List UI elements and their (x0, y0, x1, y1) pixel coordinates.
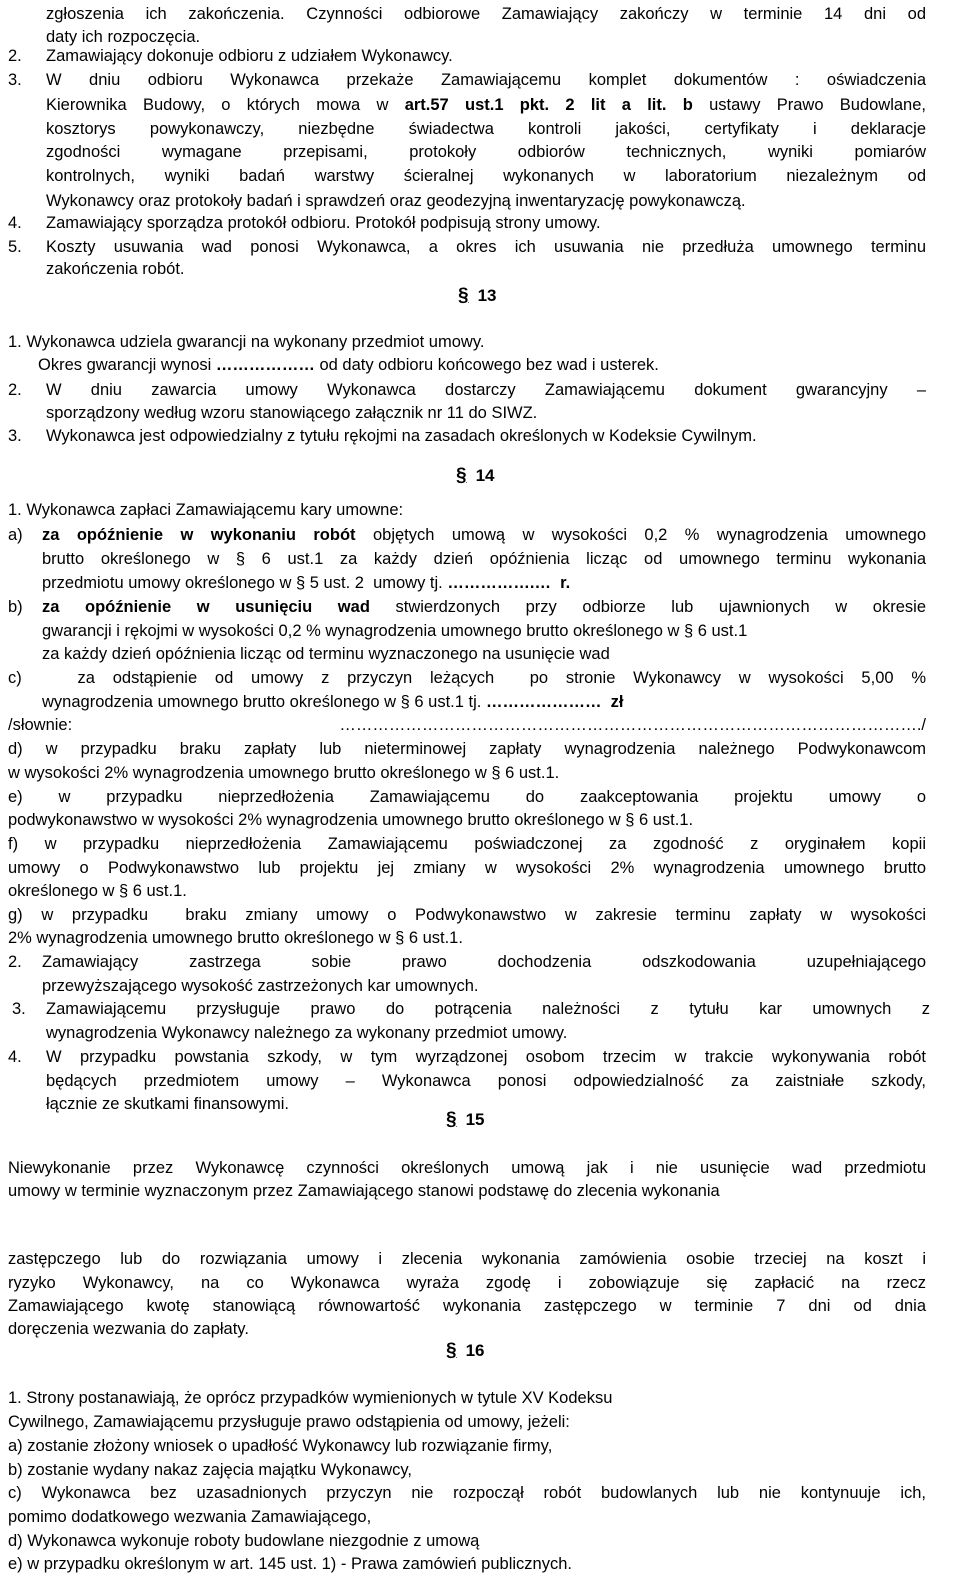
list-marker: 5. (8, 238, 22, 256)
text-run: umowy o Podwykonawstwo lub projektu jej zmiany w wysokości 2% wynagrodzenia umownego brutto (8, 859, 926, 877)
line-text (46, 425, 757, 447)
text-line (0, 1046, 960, 1068)
text-line (0, 998, 960, 1020)
line-text (46, 1070, 926, 1092)
section-symbol: § (446, 1340, 457, 1361)
text-run: łącznie ze skutkami finansowymi. (46, 1095, 290, 1113)
line-text (8, 1180, 720, 1202)
text-line (0, 1387, 960, 1409)
text-run: Zamawiający dokonuje odbioru z udziałem Wykonawcy. (46, 47, 453, 65)
text-line (0, 620, 960, 642)
text-run: daty ich rozpoczęcia. (46, 28, 201, 46)
text-line (0, 331, 960, 353)
text-run: Zamawiającemu przysługuje prawo do potrącenia należności z tytułu kar umownych z (46, 1000, 930, 1018)
list-marker: a) (8, 526, 23, 544)
line-text (8, 1295, 926, 1317)
text-line (0, 1459, 960, 1481)
text-run: zgłoszenia ich zakończenia. Czynności odbiorowe Zamawiający zakończy w terminie 14 dni od (46, 5, 926, 23)
line-text (42, 667, 926, 689)
text-run: a) zostanie złożony wniosek o upadłość Wykonawcy lub rozwiązanie firmy, (8, 1437, 553, 1455)
line-text (42, 691, 623, 713)
text-run: kontrolnych, wyniki badań warstwy ścieralnej wykonanych w laboratorium niezależnym od (46, 167, 926, 185)
list-marker: 2. (8, 47, 22, 65)
line-text (46, 379, 926, 401)
text-line (0, 857, 960, 879)
line-text (42, 951, 926, 973)
text-line (0, 691, 960, 713)
text-run: b) zostanie wydany nakaz zajęcia majątku Wykonawcy, (8, 1461, 412, 1479)
line-text (8, 880, 187, 902)
text-line (0, 190, 960, 212)
line-text (42, 548, 926, 570)
text-line (0, 548, 960, 570)
bold-text: ………………… zł (485, 693, 624, 711)
line-text (8, 857, 926, 879)
text-line (0, 3, 960, 25)
section-number: 16 (465, 1341, 485, 1360)
text-run: określonego w § 6 ust.1. (8, 882, 187, 900)
line-text (8, 714, 926, 736)
text-line (0, 402, 960, 424)
line-text (8, 904, 926, 926)
text-line (0, 762, 960, 784)
line-text (42, 620, 747, 642)
list-marker: 3. (12, 1000, 26, 1018)
list-marker: 4. (8, 214, 22, 232)
text-line (0, 1070, 960, 1092)
text-run: za każdy dzień opóźnienia licząc od terminu wyznaczonego na usunięcie wad (42, 645, 610, 663)
line-text (46, 3, 926, 25)
line-text (8, 927, 463, 949)
text-line (0, 141, 960, 163)
list-marker: 3. (8, 71, 22, 89)
line-text (46, 1022, 567, 1044)
text-run: umowy w terminie wyznaczonym przez Zamawiającego stanowi podstawę do zlecenia wykonania (8, 1182, 720, 1200)
bold-text: za opóźnienie w wykonaniu robót (42, 526, 356, 544)
text-run: 2% wynagrodzenia umownego brutto określonego w § 6 ust.1. (8, 929, 463, 947)
text-line (0, 1506, 960, 1528)
section-number: 13 (477, 286, 497, 305)
section-heading (458, 284, 497, 308)
text-line (0, 69, 960, 91)
line-text (8, 499, 403, 521)
text-line (0, 425, 960, 447)
section-number: 14 (475, 466, 495, 485)
text-run: zakończenia robót. (46, 260, 185, 278)
text-line (0, 833, 960, 855)
text-run: zastępczego lub do rozwiązania umowy i zlecenia wykonania zamówienia osobie trzeciej na koszt i (8, 1250, 926, 1268)
section-heading (456, 464, 495, 488)
text-line (0, 1530, 960, 1552)
text-line (0, 1411, 960, 1433)
line-text (46, 1093, 289, 1115)
text-line (0, 596, 960, 618)
section-symbol: § (456, 465, 467, 486)
text-run: ustawy Prawo Budowlane, (692, 96, 926, 114)
line-text (46, 190, 746, 212)
text-run: gwarancji i rękojmi w wysokości 0,2 % wynagrodzenia umownego brutto określonego w § 6 ust.1 (42, 622, 748, 640)
list-marker: 2. (8, 953, 22, 971)
text-run: pomimo dodatkowego wezwania Zamawiającego, (8, 1508, 372, 1526)
text-line (0, 258, 960, 280)
section-symbol: § (458, 285, 469, 306)
line-text (46, 118, 926, 140)
line-text (8, 1411, 570, 1433)
line-text (8, 738, 926, 760)
text-run: Cywilnego, Zamawiającemu przysługuje prawo odstąpienia od umowy, jeżeli: (8, 1413, 570, 1431)
line-text (46, 402, 537, 424)
text-run: wynagrodzenia umownego brutto określonego w § 6 ust.1 tj. (42, 693, 486, 711)
line-text (46, 1046, 926, 1068)
text-line (0, 1157, 960, 1179)
line-text (46, 94, 926, 116)
text-line (0, 927, 960, 949)
text-run: w wysokości 2% wynagrodzenia umownego brutto określonego w § 6 ust.1. (8, 764, 560, 782)
section-symbol: § (446, 1109, 457, 1130)
line-text (8, 1530, 479, 1552)
text-run: e) w przypadku określonym w art. 145 ust. 1) - Prawa zamówień publicznych. (8, 1555, 572, 1573)
line-text (8, 786, 926, 808)
text-run: podwykonawstwo w wysokości 2% wynagrodzenia umownego brutto określonego w § 6 ust.1. (8, 811, 694, 829)
text-line (0, 1295, 960, 1317)
section-number: 15 (465, 1110, 485, 1129)
text-line (0, 643, 960, 665)
line-text (46, 141, 926, 163)
text-line (0, 94, 960, 116)
text-run: Zamawiający sporządza protokół odbioru. Protokół podpisują strony umowy. (46, 214, 601, 232)
text-run: Niewykonanie przez Wykonawcę czynności określonych umową jak i nie usunięcie wad przedmiotu (8, 1159, 926, 1177)
text-line (0, 786, 960, 808)
text-run: będących przedmiotem umowy – Wykonawca ponosi odpowiedzialność za zaistniałe szkody, (46, 1072, 926, 1090)
text-line (0, 1435, 960, 1457)
line-text (42, 572, 570, 594)
text-run: Wykonawcy oraz protokoły badań i sprawdzeń oraz geodezyjną inwentaryzację powykonawczą. (46, 192, 746, 210)
text-run: kosztorys powykonawczy, niezbędne świadectwa kontroli jakości, certyfikaty i deklaracje (46, 120, 926, 138)
text-run: sporządzony według wzoru stanowiącego załącznik nr 11 do SIWZ. (46, 404, 538, 422)
list-marker: b) (8, 598, 23, 616)
text-run: Zamawiającego kwotę stanowiącą równowartość wykonania zastępczego w terminie 7 dni od dnia (8, 1297, 926, 1315)
text-run: d) w przypadku braku zapłaty lub nieterminowej zapłaty wynagrodzenia należnego Podwykonawcom (8, 740, 926, 758)
text-run: przedmiotu umowy określonego w § 5 ust. 2 umowy tj. (42, 574, 448, 592)
text-run: f) w przypadku nieprzedłożenia Zamawiającemu poświadczonej za zgodność z oryginałem kopii (8, 835, 926, 853)
text-line (0, 1318, 960, 1340)
text-line (0, 1272, 960, 1294)
text-line (0, 904, 960, 926)
list-marker: 4. (8, 1048, 22, 1066)
text-line (0, 1022, 960, 1044)
line-text (42, 596, 926, 618)
line-text (46, 236, 926, 258)
text-run: stwierdzonych przy odbiorze lub ujawnionych w okresie (369, 598, 926, 616)
text-line (0, 354, 960, 376)
line-text (46, 998, 930, 1020)
text-line (0, 165, 960, 187)
text-run: e) w przypadku nieprzedłożenia Zamawiającemu do zaakceptowania projektu umowy o (8, 788, 926, 806)
text-run: Zamawiający zastrzega sobie prawo dochodzenia odszkodowania uzupełniającego (42, 953, 926, 971)
line-text (8, 1318, 249, 1340)
text-line (0, 1482, 960, 1504)
text-line (0, 667, 960, 689)
text-line (0, 118, 960, 140)
text-line (0, 45, 960, 67)
line-text (46, 212, 601, 234)
bold-text: ……………… (215, 356, 315, 374)
text-line (0, 236, 960, 258)
text-run: 1. Wykonawca udziela gwarancji na wykonany przedmiot umowy. (8, 333, 485, 351)
line-text (8, 1157, 926, 1179)
line-text (8, 762, 559, 784)
text-run: za odstąpienie od umowy z przyczyn leżących po stronie Wykonawcy w wysokości 5,00 % (42, 669, 926, 687)
text-line (0, 951, 960, 973)
line-text (8, 1387, 612, 1409)
line-text (46, 165, 926, 187)
text-line (0, 1248, 960, 1270)
line-text (8, 1435, 552, 1457)
text-run: brutto określonego w § 6 ust.1 za każdy dzień opóźnienia licząc od umownego terminu wykonania (42, 550, 926, 568)
line-text (38, 354, 659, 376)
text-run: objętych umową w wysokości 0,2 % wynagrodzenia umownego (355, 526, 926, 544)
line-text (8, 809, 693, 831)
bold-text: …………….… r. (447, 574, 571, 592)
text-run: zgodności wymagane przepisami, protokoły odbiorów technicznych, wyniki pomiarów (46, 143, 926, 161)
text-line (0, 379, 960, 401)
text-line (0, 738, 960, 760)
section-heading (446, 1339, 485, 1363)
text-run: W dniu odbioru Wykonawca przekaże Zamawiającemu komplet dokumentów : oświadczenia (46, 71, 926, 89)
list-marker: c) (8, 669, 22, 687)
text-line (0, 524, 960, 546)
text-line (0, 714, 960, 736)
text-run: doręczenia wezwania do zapłaty. (8, 1320, 249, 1338)
line-text (42, 524, 926, 546)
text-run: c) Wykonawca bez uzasadnionych przyczyn nie rozpoczął robót budowlanych lub nie kontynuuje ich, (8, 1484, 926, 1502)
text-run: wynagrodzenia Wykonawcy należnego za wykonany przedmiot umowy. (46, 1024, 568, 1042)
text-line (0, 212, 960, 234)
text-line (0, 499, 960, 521)
line-text (8, 331, 484, 353)
text-run: g) w przypadku braku zmiany umowy o Podwykonawstwo w zakresie terminu zapłaty w wysokości (8, 906, 926, 924)
section-heading (446, 1108, 485, 1132)
text-line (0, 809, 960, 831)
text-run: od daty odbioru końcowego bez wad i usterek. (314, 356, 659, 374)
line-text (46, 69, 926, 91)
line-text (8, 1482, 926, 1504)
line-text (8, 833, 926, 855)
line-text (46, 45, 453, 67)
text-run: Koszty usuwania wad ponosi Wykonawca, a okres ich usuwania nie przedłuża umownego terminu (46, 238, 926, 256)
text-line (0, 1180, 960, 1202)
text-run: ryzyko Wykonawcy, na co Wykonawca wyraża zgodę i zobowiązuje się zapłacić na rzecz (8, 1274, 926, 1292)
text-line (0, 880, 960, 902)
text-run: d) Wykonawca wykonuje roboty budowlane niezgodnie z umową (8, 1532, 480, 1550)
text-run: Wykonawca jest odpowiedzialny z tytułu rękojmi na zasadach określonych w Kodeksie Cywilnym. (46, 427, 757, 445)
text-run: 1. Strony postanawiają, że oprócz przypadków wymienionych w tytule XV Kodeksu (8, 1389, 613, 1407)
text-run: /słownie: ……………………………………………………………………………………………./ (8, 716, 926, 734)
line-text (42, 975, 479, 997)
text-run: 1. Wykonawca zapłaci Zamawiającemu kary umowne: (8, 501, 404, 519)
text-line (0, 572, 960, 594)
text-run: W przypadku powstania szkody, w tym wyrządzonej osobom trzecim w trakcie wykonywania robót (46, 1048, 926, 1066)
line-text (42, 643, 610, 665)
text-run: W dniu zawarcia umowy Wykonawca dostarczy Zamawiającemu dokument gwarancyjny – (46, 381, 926, 399)
list-marker: 3. (8, 427, 22, 445)
list-marker: 2. (8, 381, 22, 399)
line-text (8, 1506, 371, 1528)
bold-text: za opóźnienie w usunięciu wad (42, 598, 370, 616)
line-text (46, 258, 185, 280)
text-run: Okres gwarancji wynosi (38, 356, 216, 374)
line-text (8, 1272, 926, 1294)
line-text (8, 1553, 572, 1575)
bold-text: art.57 ust.1 pkt. 2 lit a lit. b (404, 96, 693, 114)
line-text (8, 1248, 926, 1270)
text-run: Kierownika Budowy, o których mowa w (46, 96, 405, 114)
text-line (0, 975, 960, 997)
line-text (8, 1459, 412, 1481)
text-run: przewyższającego wysokość zastrzeżonych kar umownych. (42, 977, 479, 995)
text-line (0, 1553, 960, 1575)
